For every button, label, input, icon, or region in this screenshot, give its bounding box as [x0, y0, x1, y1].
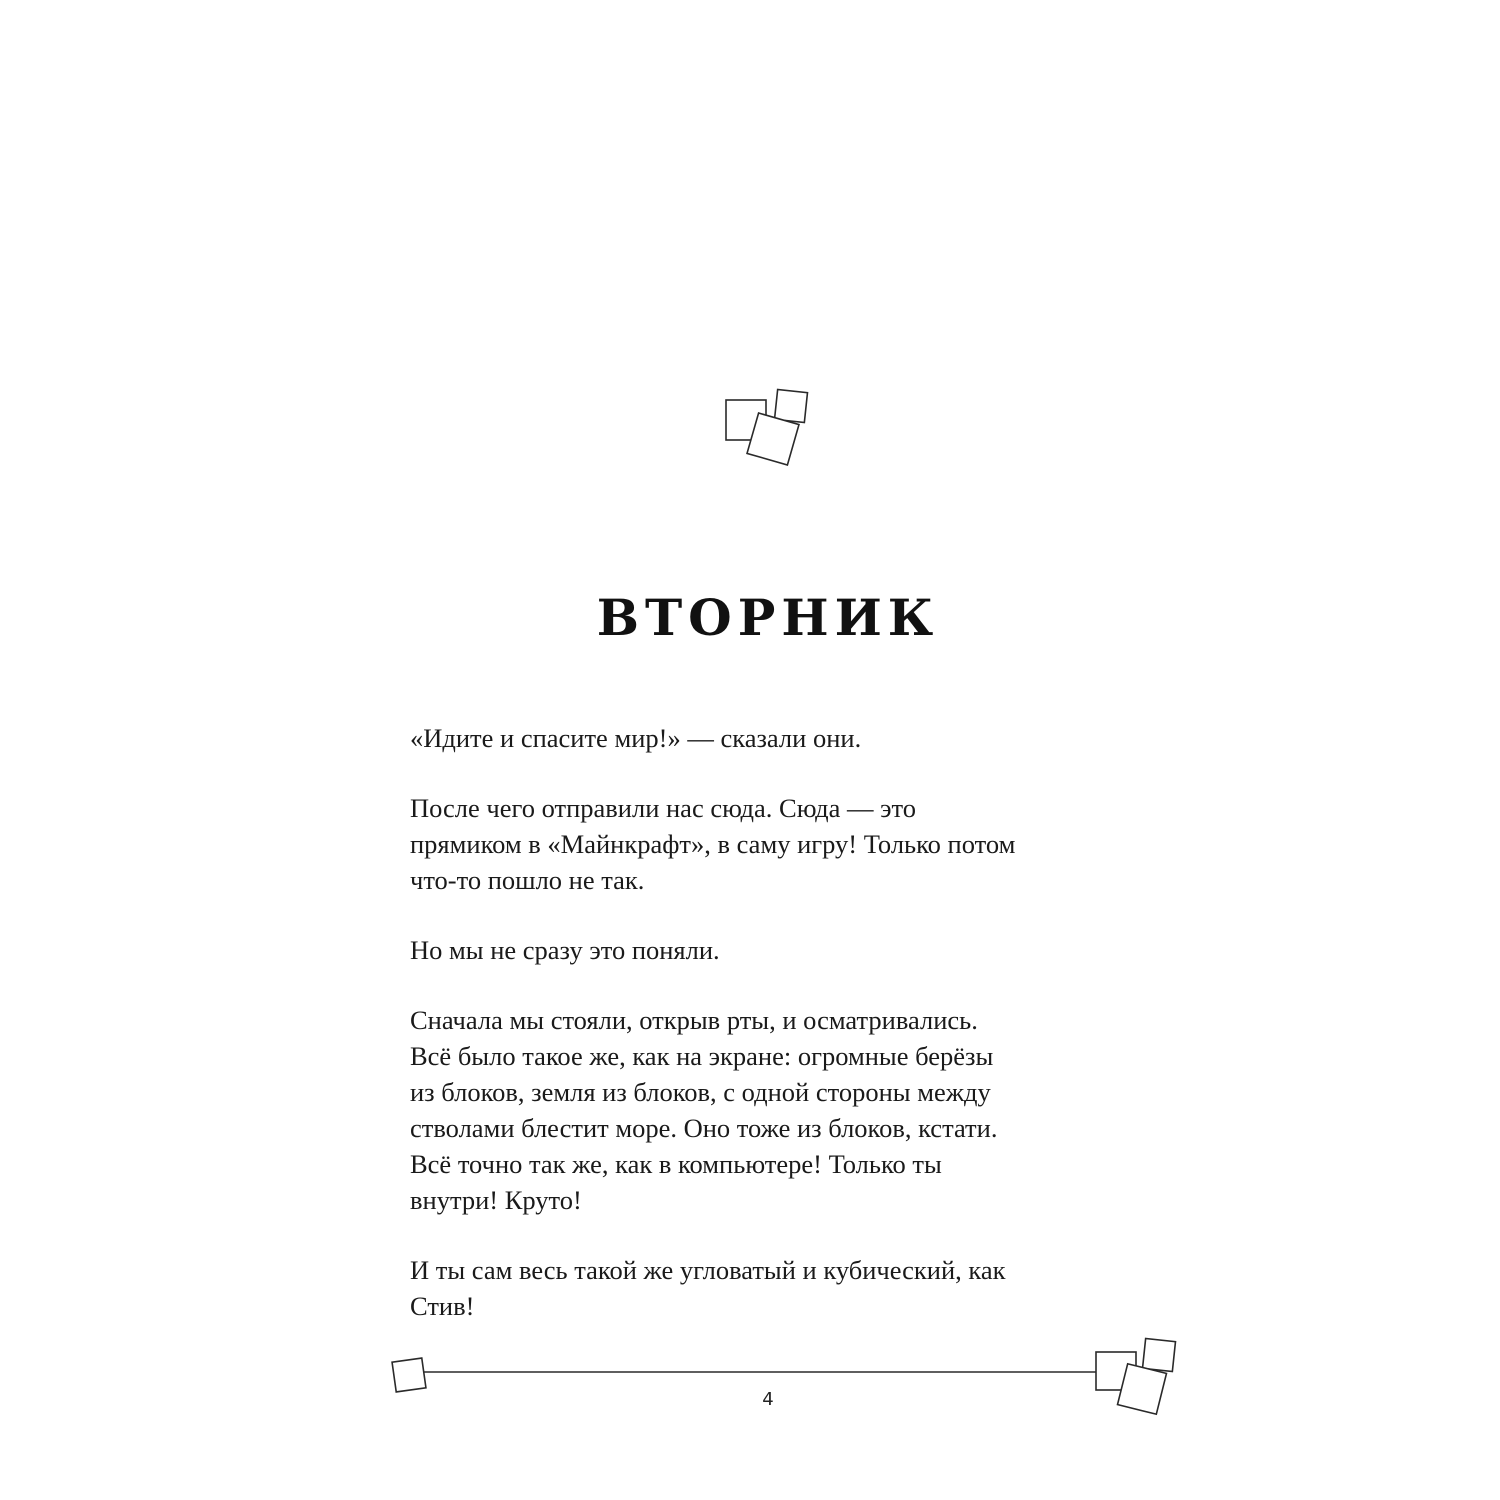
chapter-body [410, 720, 1170, 1358]
paragraph [410, 932, 1170, 968]
text-line: Всё точно так же, как в компьютере! Только ты [410, 1149, 942, 1179]
paragraph [410, 1002, 1170, 1218]
chapter-title: ВТОРНИК [596, 588, 940, 647]
text-line: из блоков, земля из блоков, с одной стороны между [410, 1077, 991, 1107]
square-ornament-icon [392, 1358, 426, 1392]
cubes-ornament-icon [720, 384, 816, 470]
text-line: стволами блестит море. Оно тоже из блоков, кстати. [410, 1113, 998, 1143]
text-line: что-то пошло не так. [410, 865, 645, 895]
page-number: 4 [762, 1389, 774, 1410]
text-line: Всё было такое же, как на экране: огромные берёзы [410, 1041, 994, 1071]
cubes-ornament-icon [1096, 1339, 1175, 1415]
text-line: «Идите и спасите мир!» — сказали они. [410, 723, 862, 753]
text-line: Стив! [410, 1291, 475, 1321]
text-line: После чего отправили нас сюда. Сюда — это [410, 793, 917, 823]
paragraph [410, 1252, 1170, 1324]
paragraph [410, 720, 1170, 756]
text-line: внутри! Круто! [410, 1185, 582, 1215]
text-line: Но мы не сразу это поняли. [410, 935, 720, 965]
text-line: И ты сам весь такой же угловатый и кубический, как [410, 1255, 1006, 1285]
text-line: прямиком в «Майнкрафт», в саму игру! Только потом [410, 829, 1016, 859]
paragraph [410, 790, 1170, 898]
text-line: Сначала мы стояли, открыв рты, и осматривались. [410, 1005, 978, 1035]
